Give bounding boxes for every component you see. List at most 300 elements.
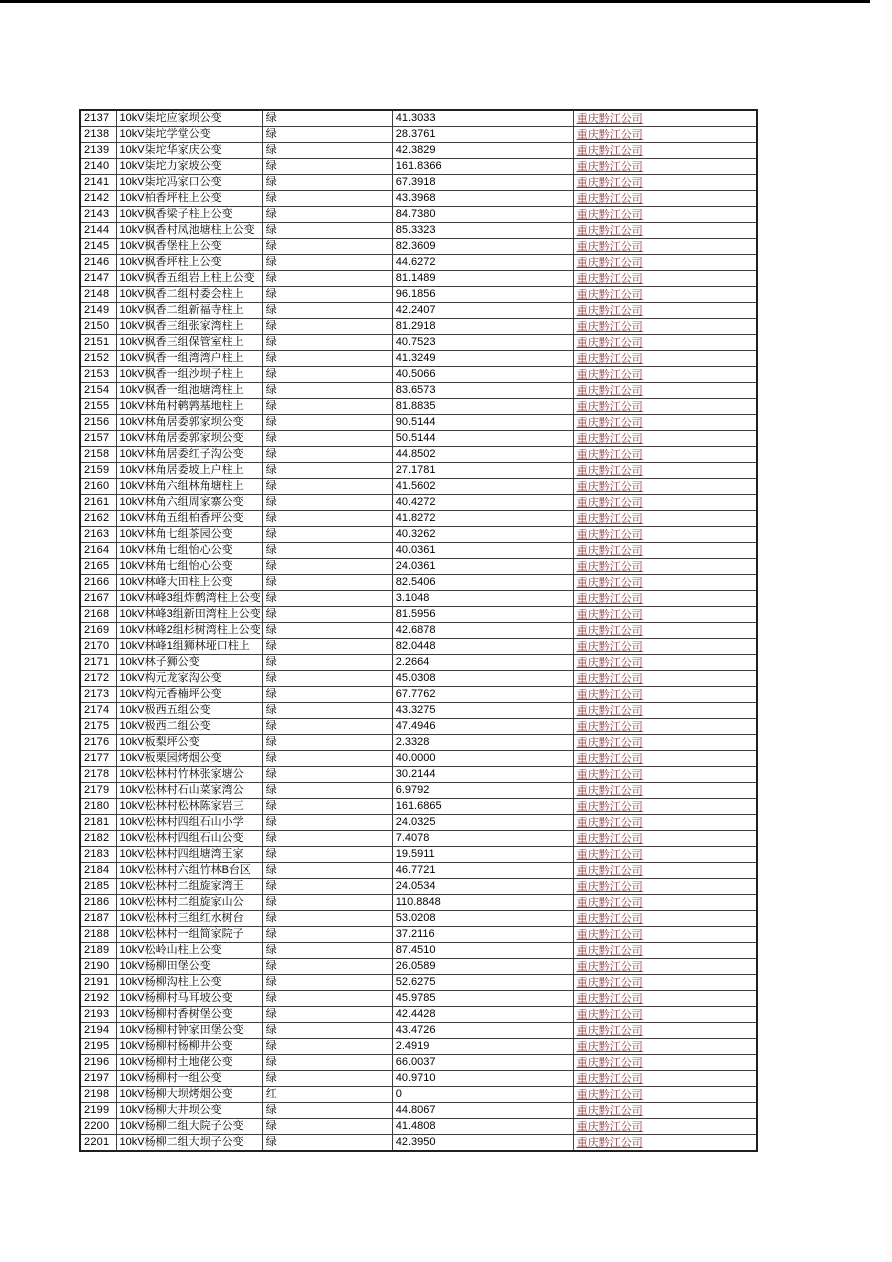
company-cell: [573, 239, 757, 255]
row-number-cell: 2194: [80, 1023, 116, 1039]
company-cell: [573, 255, 757, 271]
value-cell: 42.2407: [392, 303, 573, 319]
company-link[interactable]: 重庆黔江公司: [576, 496, 643, 509]
status-cell: 绿: [262, 1103, 392, 1119]
transformer-name-cell: 10kV构元龙家沟公变: [116, 671, 262, 687]
row-number-cell: 2185: [80, 879, 116, 895]
company-link[interactable]: 重庆黔江公司: [576, 912, 643, 925]
company-cell: [573, 399, 757, 415]
table-row: [80, 895, 757, 911]
company-link[interactable]: 重庆黔江公司: [576, 512, 643, 525]
transformer-name-cell: 10kV林角六组周家寨公变: [116, 495, 262, 511]
table-row: [80, 335, 757, 351]
value-cell: 7.4078: [392, 831, 573, 847]
transformer-name-cell: 10kV构元香楠坪公变: [116, 687, 262, 703]
value-cell: 81.2918: [392, 319, 573, 335]
status-cell: 绿: [262, 895, 392, 911]
status-cell: 绿: [262, 1135, 392, 1152]
table-row: [80, 127, 757, 143]
company-cell: [573, 575, 757, 591]
row-number-cell: 2180: [80, 799, 116, 815]
company-link[interactable]: 重庆黔江公司: [576, 1088, 643, 1101]
value-cell: 42.6878: [392, 623, 573, 639]
status-cell: 绿: [262, 847, 392, 863]
value-cell: 43.4726: [392, 1023, 573, 1039]
company-cell: [573, 1071, 757, 1087]
table-row: [80, 543, 757, 559]
company-link[interactable]: 重庆黔江公司: [576, 128, 643, 141]
status-cell: 绿: [262, 479, 392, 495]
company-link[interactable]: 重庆黔江公司: [576, 192, 643, 205]
company-cell: [573, 927, 757, 943]
company-cell: [573, 719, 757, 735]
table-row: [80, 175, 757, 191]
transformer-name-cell: 10kV松林村二组旋家湾王: [116, 879, 262, 895]
row-number-cell: 2183: [80, 847, 116, 863]
company-link[interactable]: 重庆黔江公司: [576, 576, 643, 589]
company-cell: [573, 479, 757, 495]
status-cell: 绿: [262, 127, 392, 143]
company-link[interactable]: 重庆黔江公司: [576, 272, 643, 285]
table-row: [80, 383, 757, 399]
transformer-name-cell: 10kV林角村鹌鹑基地柱上: [116, 399, 262, 415]
transformer-name-cell: 10kV枫香二组新福寺柱上: [116, 303, 262, 319]
row-number-cell: 2152: [80, 351, 116, 367]
transformer-name-cell: 10kV林角五组柏香坪公变: [116, 511, 262, 527]
transformer-name-cell: 10kV松林村四组石山公变: [116, 831, 262, 847]
company-link[interactable]: 重庆黔江公司: [576, 976, 643, 989]
transformer-name-cell: 10kV枫香一组池塘湾柱上: [116, 383, 262, 399]
value-cell: 41.5602: [392, 479, 573, 495]
value-cell: 41.3249: [392, 351, 573, 367]
table-row: [80, 399, 757, 415]
value-cell: 161.6865: [392, 799, 573, 815]
value-cell: 45.9785: [392, 991, 573, 1007]
transformer-name-cell: 10kV林角居委郭家坝公变: [116, 415, 262, 431]
status-cell: 绿: [262, 815, 392, 831]
transformer-name-cell: 10kV松林村四组石山小学: [116, 815, 262, 831]
company-link[interactable]: 重庆黔江公司: [576, 896, 643, 909]
company-link[interactable]: 重庆黔江公司: [576, 992, 643, 1005]
row-number-cell: 2151: [80, 335, 116, 351]
company-link[interactable]: 重庆黔江公司: [576, 1120, 643, 1133]
status-cell: 绿: [262, 159, 392, 175]
company-cell: [573, 991, 757, 1007]
company-link[interactable]: 重庆黔江公司: [576, 416, 643, 429]
company-link[interactable]: 重庆黔江公司: [576, 736, 643, 749]
status-cell: 绿: [262, 415, 392, 431]
row-number-cell: 2175: [80, 719, 116, 735]
company-link[interactable]: 重庆黔江公司: [576, 816, 643, 829]
transformer-name-cell: 10kV杨柳大井坝公变: [116, 1103, 262, 1119]
row-number-cell: 2148: [80, 287, 116, 303]
row-number-cell: 2146: [80, 255, 116, 271]
company-cell: [573, 287, 757, 303]
table-row: [80, 1055, 757, 1071]
table-row: [80, 655, 757, 671]
transformer-name-cell: 10kV林角七组怡心公变: [116, 543, 262, 559]
status-cell: 绿: [262, 719, 392, 735]
company-link[interactable]: 重庆黔江公司: [576, 752, 643, 765]
table-body: [80, 110, 757, 1151]
transformer-name-cell: 10kV枫香村凤池塘柱上公变: [116, 223, 262, 239]
table-row: [80, 159, 757, 175]
status-cell: 绿: [262, 335, 392, 351]
company-link[interactable]: 重庆黔江公司: [576, 432, 643, 445]
value-cell: 43.3968: [392, 191, 573, 207]
row-number-cell: 2186: [80, 895, 116, 911]
company-cell: [573, 143, 757, 159]
company-link[interactable]: 重庆黔江公司: [576, 832, 643, 845]
company-link[interactable]: 重庆黔江公司: [576, 800, 643, 813]
row-number-cell: 2177: [80, 751, 116, 767]
company-link[interactable]: 重庆黔江公司: [576, 1024, 643, 1037]
status-cell: 绿: [262, 943, 392, 959]
company-link[interactable]: 重庆黔江公司: [576, 352, 643, 365]
status-cell: 绿: [262, 191, 392, 207]
row-number-cell: 2193: [80, 1007, 116, 1023]
company-link[interactable]: 重庆黔江公司: [576, 960, 643, 973]
row-number-cell: 2144: [80, 223, 116, 239]
company-cell: [573, 110, 757, 127]
company-link[interactable]: 重庆黔江公司: [576, 864, 643, 877]
transformer-name-cell: 10kV松林村一组简家院子: [116, 927, 262, 943]
company-cell: [573, 1007, 757, 1023]
company-link[interactable]: 重庆黔江公司: [576, 672, 643, 685]
table-row: [80, 1071, 757, 1087]
row-number-cell: 2165: [80, 559, 116, 575]
company-link[interactable]: 重庆黔江公司: [576, 1136, 643, 1149]
row-number-cell: 2178: [80, 767, 116, 783]
transformer-name-cell: 10kV杨柳二组大院子公变: [116, 1119, 262, 1135]
table-row: [80, 719, 757, 735]
value-cell: 2.3328: [392, 735, 573, 751]
transformer-table: [79, 109, 758, 1152]
company-link[interactable]: 重庆黔江公司: [576, 1104, 643, 1117]
company-link[interactable]: 重庆黔江公司: [576, 160, 643, 173]
table-row: [80, 511, 757, 527]
table-row: [80, 623, 757, 639]
transformer-name-cell: 10kV枫香二组村委会柱上: [116, 287, 262, 303]
company-cell: [573, 639, 757, 655]
status-cell: 绿: [262, 319, 392, 335]
status-cell: 绿: [262, 975, 392, 991]
table-row: [80, 479, 757, 495]
status-cell: 绿: [262, 831, 392, 847]
status-cell: 绿: [262, 239, 392, 255]
status-cell: 绿: [262, 399, 392, 415]
table-row: [80, 559, 757, 575]
table-row: [80, 863, 757, 879]
table-row: [80, 431, 757, 447]
company-link[interactable]: 重庆黔江公司: [576, 688, 643, 701]
value-cell: 40.9710: [392, 1071, 573, 1087]
company-link[interactable]: 重庆黔江公司: [576, 400, 643, 413]
company-cell: [573, 207, 757, 223]
company-link[interactable]: 重庆黔江公司: [576, 112, 643, 125]
company-link[interactable]: 重庆黔江公司: [576, 208, 643, 221]
company-cell: [573, 415, 757, 431]
company-cell: [573, 959, 757, 975]
row-number-cell: 2179: [80, 783, 116, 799]
company-cell: [573, 463, 757, 479]
company-link[interactable]: 重庆黔江公司: [576, 464, 643, 477]
company-link[interactable]: 重庆黔江公司: [576, 176, 643, 189]
value-cell: 82.3609: [392, 239, 573, 255]
table-row: [80, 687, 757, 703]
status-cell: 绿: [262, 703, 392, 719]
transformer-name-cell: 10kV枫香梁子柱上公变: [116, 207, 262, 223]
company-link[interactable]: 重庆黔江公司: [576, 544, 643, 557]
transformer-name-cell: 10kV松林村二组旋家山公: [116, 895, 262, 911]
status-cell: 绿: [262, 1007, 392, 1023]
value-cell: 81.8835: [392, 399, 573, 415]
row-number-cell: 2192: [80, 991, 116, 1007]
table-row: [80, 463, 757, 479]
value-cell: 24.0361: [392, 559, 573, 575]
status-cell: 绿: [262, 575, 392, 591]
transformer-name-cell: 10kV杨柳村香树堡公变: [116, 1007, 262, 1023]
company-cell: [573, 351, 757, 367]
company-link[interactable]: 重庆黔江公司: [576, 592, 643, 605]
company-link[interactable]: 重庆黔江公司: [576, 704, 643, 717]
table-row: [80, 799, 757, 815]
row-number-cell: 2200: [80, 1119, 116, 1135]
company-link[interactable]: 重庆黔江公司: [576, 480, 643, 493]
company-cell: [573, 943, 757, 959]
row-number-cell: 2181: [80, 815, 116, 831]
company-link[interactable]: 重庆黔江公司: [576, 288, 643, 301]
company-link[interactable]: 重庆黔江公司: [576, 1008, 643, 1021]
transformer-name-cell: 10kV杨柳村马耳坡公变: [116, 991, 262, 1007]
company-link[interactable]: 重庆黔江公司: [576, 336, 643, 349]
company-cell: [573, 1055, 757, 1071]
company-cell: [573, 975, 757, 991]
company-link[interactable]: 重庆黔江公司: [576, 256, 643, 269]
table-row: [80, 110, 757, 127]
status-cell: 绿: [262, 1071, 392, 1087]
status-cell: 绿: [262, 447, 392, 463]
status-cell: 绿: [262, 927, 392, 943]
value-cell: 37.2116: [392, 927, 573, 943]
value-cell: 2.4919: [392, 1039, 573, 1055]
company-link[interactable]: 重庆黔江公司: [576, 1072, 643, 1085]
transformer-name-cell: 10kV杨柳村钟家田堡公变: [116, 1023, 262, 1039]
transformer-name-cell: 10kV枫香三组保管室柱上: [116, 335, 262, 351]
row-number-cell: 2139: [80, 143, 116, 159]
company-link[interactable]: 重庆黔江公司: [576, 528, 643, 541]
transformer-name-cell: 10kV柒坨力家坡公变: [116, 159, 262, 175]
company-link[interactable]: 重庆黔江公司: [576, 720, 643, 733]
transformer-name-cell: 10kV枫香五组岩上柱上公变: [116, 271, 262, 287]
company-link[interactable]: 重庆黔江公司: [576, 608, 643, 621]
transformer-name-cell: 10kV松林村三组红水树台: [116, 911, 262, 927]
value-cell: 82.5406: [392, 575, 573, 591]
table-row: [80, 767, 757, 783]
row-number-cell: 2198: [80, 1087, 116, 1103]
status-cell: 绿: [262, 751, 392, 767]
company-cell: [573, 367, 757, 383]
transformer-name-cell: 10kV柒坨应家坝公变: [116, 110, 262, 127]
company-cell: [573, 847, 757, 863]
table-row: [80, 447, 757, 463]
status-cell: 绿: [262, 255, 392, 271]
table-row: [80, 1087, 757, 1103]
table-row: [80, 991, 757, 1007]
company-link[interactable]: 重庆黔江公司: [576, 944, 643, 957]
row-number-cell: 2147: [80, 271, 116, 287]
company-cell: [573, 895, 757, 911]
transformer-name-cell: 10kV林角居委郭家坝公变: [116, 431, 262, 447]
company-link[interactable]: 重庆黔江公司: [576, 928, 643, 941]
status-cell: 绿: [262, 110, 392, 127]
transformer-name-cell: 10kV柒坨学堂公变: [116, 127, 262, 143]
company-link[interactable]: 重庆黔江公司: [576, 640, 643, 653]
table-row: [80, 911, 757, 927]
table-row: [80, 703, 757, 719]
status-cell: 绿: [262, 991, 392, 1007]
table-row: [80, 1023, 757, 1039]
company-cell: [573, 1087, 757, 1103]
company-link[interactable]: 重庆黔江公司: [576, 768, 643, 781]
value-cell: 6.9792: [392, 783, 573, 799]
table-row: [80, 527, 757, 543]
row-number-cell: 2153: [80, 367, 116, 383]
value-cell: 84.7380: [392, 207, 573, 223]
company-cell: [573, 335, 757, 351]
transformer-name-cell: 10kV杨柳村土地佬公变: [116, 1055, 262, 1071]
row-number-cell: 2163: [80, 527, 116, 543]
value-cell: 87.4510: [392, 943, 573, 959]
table-row: [80, 975, 757, 991]
company-cell: [573, 543, 757, 559]
row-number-cell: 2149: [80, 303, 116, 319]
company-link[interactable]: 重庆黔江公司: [576, 240, 643, 253]
company-cell: [573, 1023, 757, 1039]
company-link[interactable]: 重庆黔江公司: [576, 304, 643, 317]
table-row: [80, 287, 757, 303]
value-cell: 67.7762: [392, 687, 573, 703]
value-cell: 2.2664: [392, 655, 573, 671]
status-cell: 绿: [262, 351, 392, 367]
transformer-name-cell: 10kV林角七组茶园公变: [116, 527, 262, 543]
value-cell: 0: [392, 1087, 573, 1103]
company-link[interactable]: 重庆黔江公司: [576, 848, 643, 861]
company-link[interactable]: 重庆黔江公司: [576, 448, 643, 461]
status-cell: 绿: [262, 511, 392, 527]
transformer-name-cell: 10kV林峰1组狮林垭口柱上: [116, 639, 262, 655]
company-cell: [573, 1103, 757, 1119]
transformer-name-cell: 10kV杨柳村杨柳井公变: [116, 1039, 262, 1055]
value-cell: 26.0589: [392, 959, 573, 975]
window-top-border: [0, 0, 870, 3]
status-cell: 绿: [262, 271, 392, 287]
company-link[interactable]: 重庆黔江公司: [576, 368, 643, 381]
value-cell: 42.3950: [392, 1135, 573, 1152]
company-link[interactable]: 重庆黔江公司: [576, 224, 643, 237]
status-cell: 绿: [262, 543, 392, 559]
company-cell: [573, 655, 757, 671]
company-cell: [573, 911, 757, 927]
value-cell: 40.5066: [392, 367, 573, 383]
company-link[interactable]: 重庆黔江公司: [576, 384, 643, 397]
company-link[interactable]: 重庆黔江公司: [576, 560, 643, 573]
row-number-cell: 2137: [80, 110, 116, 127]
table-row: [80, 1039, 757, 1055]
value-cell: 42.4428: [392, 1007, 573, 1023]
company-link[interactable]: 重庆黔江公司: [576, 624, 643, 637]
company-cell: [573, 1135, 757, 1152]
company-cell: [573, 767, 757, 783]
transformer-name-cell: 10kV杨柳二组大坝子公变: [116, 1135, 262, 1152]
table-row: [80, 671, 757, 687]
value-cell: 52.6275: [392, 975, 573, 991]
status-cell: 绿: [262, 559, 392, 575]
company-cell: [573, 831, 757, 847]
value-cell: 82.0448: [392, 639, 573, 655]
table-row: [80, 191, 757, 207]
company-link[interactable]: 重庆黔江公司: [576, 656, 643, 669]
row-number-cell: 2164: [80, 543, 116, 559]
transformer-name-cell: 10kV板梨坪公变: [116, 735, 262, 751]
company-cell: [573, 127, 757, 143]
value-cell: 41.3033: [392, 110, 573, 127]
company-link[interactable]: 重庆黔江公司: [576, 320, 643, 333]
value-cell: 3.1048: [392, 591, 573, 607]
company-link[interactable]: 重庆黔江公司: [576, 144, 643, 157]
status-cell: 绿: [262, 1055, 392, 1071]
table-row: [80, 879, 757, 895]
company-cell: [573, 1039, 757, 1055]
company-cell: [573, 175, 757, 191]
value-cell: 50.5144: [392, 431, 573, 447]
company-cell: [573, 447, 757, 463]
transformer-name-cell: 10kV松林村松林陈家岩三: [116, 799, 262, 815]
company-link[interactable]: 重庆黔江公司: [576, 1056, 643, 1069]
value-cell: 45.0308: [392, 671, 573, 687]
row-number-cell: 2196: [80, 1055, 116, 1071]
table-row: [80, 815, 757, 831]
transformer-name-cell: 10kV杨柳田堡公变: [116, 959, 262, 975]
table-row: [80, 239, 757, 255]
transformer-name-cell: 10kV杨柳大坝烤烟公变: [116, 1087, 262, 1103]
status-cell: 绿: [262, 911, 392, 927]
company-link[interactable]: 重庆黔江公司: [576, 880, 643, 893]
transformer-name-cell: 10kV极西二组公变: [116, 719, 262, 735]
row-number-cell: 2187: [80, 911, 116, 927]
status-cell: 绿: [262, 959, 392, 975]
company-link[interactable]: 重庆黔江公司: [576, 784, 643, 797]
company-link[interactable]: 重庆黔江公司: [576, 1040, 643, 1053]
table-row: [80, 735, 757, 751]
row-number-cell: 2138: [80, 127, 116, 143]
value-cell: 67.3918: [392, 175, 573, 191]
transformer-name-cell: 10kV林角六组林角塘柱上: [116, 479, 262, 495]
transformer-name-cell: 10kV林角居委红子沟公变: [116, 447, 262, 463]
row-number-cell: 2171: [80, 655, 116, 671]
transformer-name-cell: 10kV枫香三组张家湾柱上: [116, 319, 262, 335]
company-cell: [573, 735, 757, 751]
table-row: [80, 207, 757, 223]
status-cell: 绿: [262, 879, 392, 895]
value-cell: 43.3275: [392, 703, 573, 719]
row-number-cell: 2142: [80, 191, 116, 207]
company-cell: [573, 191, 757, 207]
value-cell: 30.2144: [392, 767, 573, 783]
row-number-cell: 2189: [80, 943, 116, 959]
table-row: [80, 1103, 757, 1119]
status-cell: 绿: [262, 735, 392, 751]
